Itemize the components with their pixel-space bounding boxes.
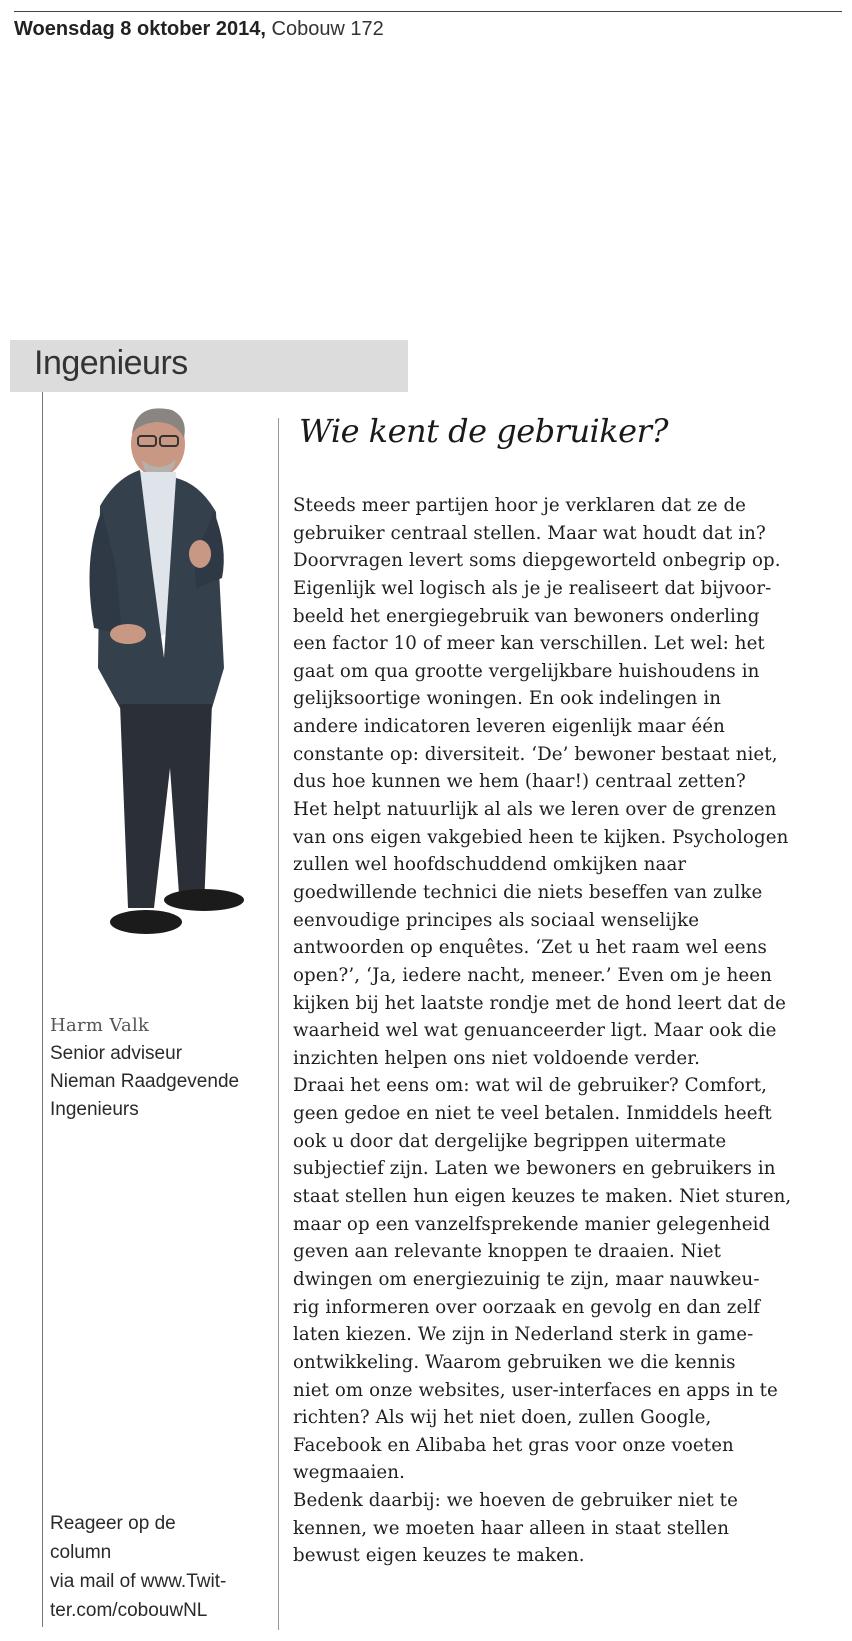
reaction-line-1: Reageer op de — [50, 1513, 176, 1534]
reaction-line-3: via mail of www.Twit- — [50, 1571, 227, 1592]
article-line: kennen, we moeten haar alleen in staat stellen — [293, 1517, 730, 1539]
article-line: goedwillende technici die niets beseffen van zulke — [293, 881, 763, 903]
article-line: gelijksoortige woningen. En ook indelingen in — [293, 688, 722, 710]
article-line: open?’, ‘Ja, iedere nacht, meneer.’ Even om je heen — [293, 964, 772, 986]
article-line: ook u door dat dergelijke begrippen uitermate — [293, 1130, 727, 1152]
article-line: kijken bij het laatste rondje met de hond leert dat de — [293, 992, 786, 1014]
article-line: Facebook en Alibaba het gras voor onze voeten — [293, 1434, 734, 1456]
article-line: een factor 10 of meer kan verschillen. Let wel: het — [293, 633, 765, 655]
article-line: bewust eigen keuzes te maken. — [293, 1545, 585, 1567]
article-line: andere indicatoren leveren eigenlijk maar één — [293, 716, 725, 738]
author-info — [50, 1012, 272, 1124]
article-line: antwoorden op enquêtes. ‘Zet u het raam wel eens — [293, 937, 767, 959]
article-line: richten? Als wij het niet doen, zullen Google, — [293, 1407, 712, 1429]
author-company-line-2: Ingenieurs — [50, 1099, 139, 1120]
article-body — [293, 492, 838, 1570]
column-divider — [278, 418, 279, 1630]
top-rule — [14, 11, 842, 12]
article-line: staat stellen hun eigen keuzes te maken. Niet sturen, — [293, 1186, 792, 1208]
author-role: Senior adviseur — [50, 1043, 183, 1064]
article-line: dwingen om energiezuinig te zijn, maar nauwkeu- — [293, 1268, 760, 1290]
rubric-title: Ingenieurs — [34, 344, 188, 382]
author-photo — [76, 408, 266, 988]
reaction-line-2: column — [50, 1542, 112, 1563]
article-line: Doorvragen levert soms diepgeworteld onbegrip op. — [293, 550, 781, 572]
article-line: gaat om qua grootte vergelijkbare huishoudens in — [293, 660, 760, 682]
article-line: waarheid wel wat genuanceerder ligt. Maar ook die — [293, 1020, 777, 1042]
author-name: Harm Valk — [50, 1015, 150, 1036]
article-line: rig informeren over oorzaak en gevolg en dan zelf — [293, 1296, 761, 1318]
article-line: Het helpt natuurlijk al als we leren over de grenzen — [293, 799, 777, 821]
article-line: niet om onze websites, user-interfaces en apps in te — [293, 1379, 778, 1401]
reaction-info — [50, 1509, 272, 1625]
article-line: laten kiezen. We zijn in Nederland sterk in game- — [293, 1324, 754, 1346]
article-line: Eigenlijk wel logisch als je je realiseert dat bijvoor- — [293, 577, 772, 599]
masthead-source: Cobouw 172 — [271, 18, 384, 40]
article-line: Bedenk daarbij: we hoeven de gebruiker niet te — [293, 1490, 738, 1512]
article-headline: Wie kent de gebruiker? — [299, 412, 669, 450]
article-line: dus hoe kunnen we hem (haar!) centraal zetten? — [293, 771, 746, 793]
article-line: maar op een vanzelfsprekende manier gelegenheid — [293, 1213, 771, 1235]
article-line: van ons eigen vakgebied heen te kijken. Psychologen — [293, 826, 789, 848]
article-line: geven aan relevante knoppen te draaien. Niet — [293, 1241, 722, 1263]
article-line: beeld het energiegebruik van bewoners onderling — [293, 605, 760, 627]
article-line: Draai het eens om: wat wil de gebruiker? Comfort, — [293, 1075, 768, 1097]
article-line: inzichten helpen ons niet voldoende verder. — [293, 1047, 700, 1069]
article-line: constante op: diversiteit. ‘De’ bewoner bestaat niet, — [293, 743, 778, 765]
masthead-date: Woensdag 8 oktober 2014, — [14, 18, 266, 40]
article-line: Steeds meer partijen hoor je verklaren dat ze de — [293, 495, 747, 516]
masthead — [14, 18, 384, 41]
article-line: eenvoudige principes als sociaal wenselijke — [293, 909, 700, 931]
article-line: wegmaaien. — [293, 1462, 405, 1484]
article-line: subjectief zijn. Laten we bewoners en gebruikers in — [293, 1158, 776, 1180]
article-line: ontwikkeling. Waarom gebruiken we die kennis — [293, 1351, 736, 1373]
author-company-line-1: Nieman Raadgevende — [50, 1071, 240, 1092]
article-line: gebruiker centraal stellen. Maar wat houdt dat in? — [293, 522, 766, 544]
article-line: geen gedoe en niet te veel betalen. Inmiddels heeft — [293, 1103, 772, 1125]
reaction-line-4: ter.com/cobouwNL — [50, 1600, 208, 1621]
article-line: zullen wel hoofdschuddend omkijken naar — [293, 854, 687, 876]
left-column-rule — [42, 392, 43, 1627]
